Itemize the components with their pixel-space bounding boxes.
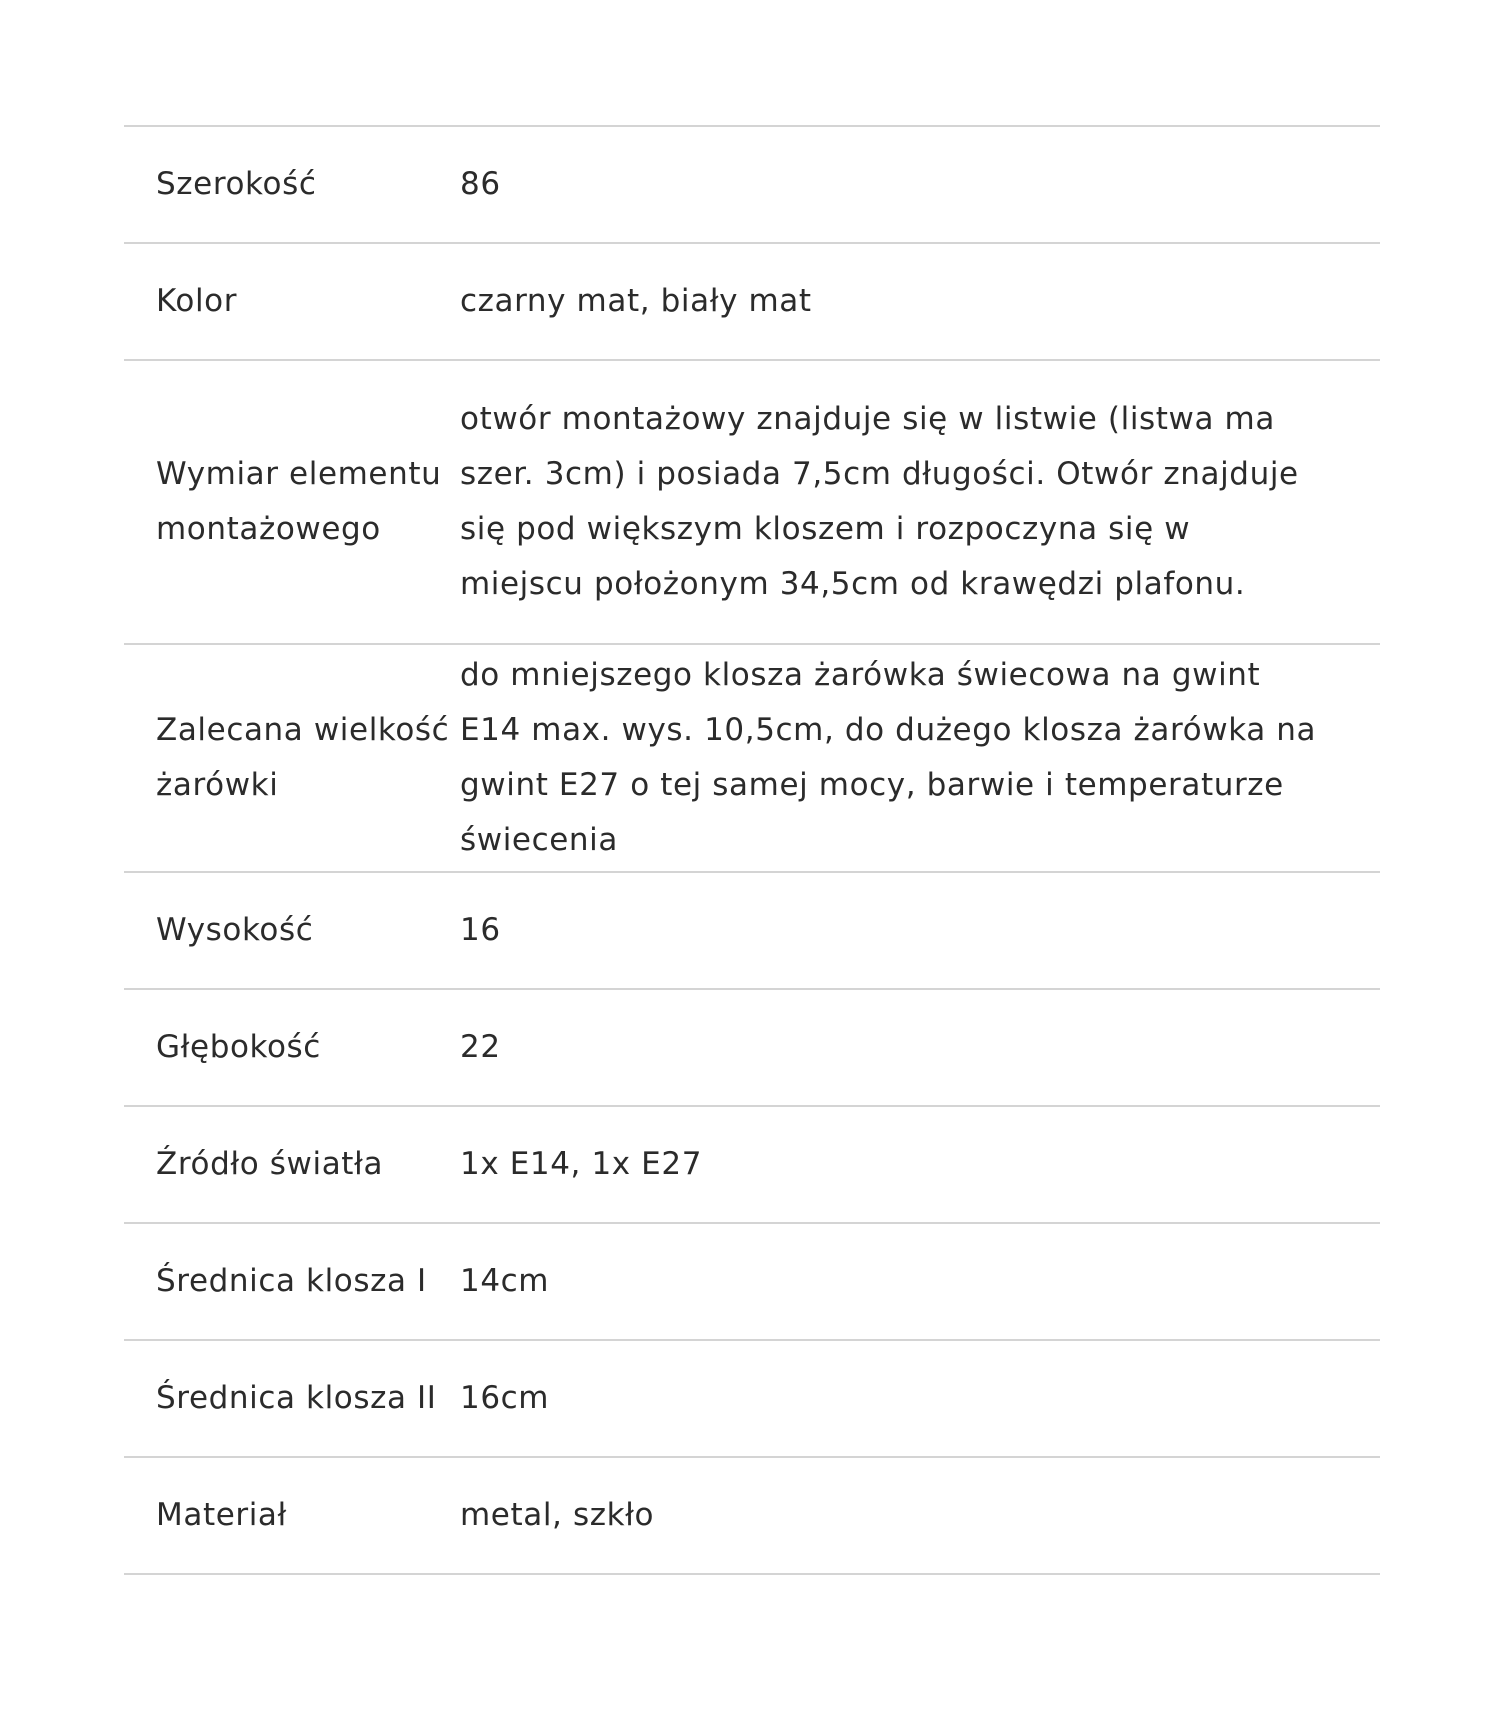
spec-value: metal, szkło: [460, 1497, 655, 1533]
spec-row-bulb-size: [124, 645, 1380, 873]
spec-row-shade-diameter-1: [124, 1224, 1380, 1341]
spec-value: 16cm: [460, 1380, 550, 1416]
spec-row-color: [124, 244, 1380, 361]
spec-row-material: [124, 1458, 1380, 1575]
spec-value: 16: [460, 912, 501, 948]
spec-label: Średnica klosza I: [156, 1263, 427, 1299]
spec-label: Źródło światła: [156, 1146, 384, 1182]
spec-label: Szerokość: [156, 166, 317, 202]
spec-label: Głębokość: [156, 1029, 321, 1065]
spec-value: 1x E14, 1x E27: [460, 1146, 703, 1182]
spec-label: Materiał: [156, 1497, 287, 1533]
spec-row-depth: [124, 990, 1380, 1107]
spec-label: Kolor: [156, 283, 238, 319]
spec-label: Średnica klosza II: [156, 1380, 437, 1416]
spec-row-width: [124, 127, 1380, 244]
spec-label: Wymiar elementu montażowego: [156, 456, 442, 547]
spec-label: Wysokość: [156, 912, 314, 948]
spec-row-mounting-element: [124, 361, 1380, 645]
spec-value: do mniejszego klosza żarówka świecowa na gwint E14 max. wys. 10,5cm, do dużego klosza żarówka na gwint E27 o tej samej mocy, barwie i temperaturze świecenia: [460, 657, 1317, 858]
spec-value: 14cm: [460, 1263, 550, 1299]
spec-label: Zalecana wielkość żarówki: [156, 712, 450, 803]
spec-value: 22: [460, 1029, 501, 1065]
spec-row-height: [124, 873, 1380, 990]
spec-row-shade-diameter-2: [124, 1341, 1380, 1458]
spec-row-light-source: [124, 1107, 1380, 1224]
product-specification-table: [124, 125, 1380, 1575]
spec-value: czarny mat, biały mat: [460, 283, 812, 319]
spec-value: 86: [460, 166, 501, 202]
spec-value: otwór montażowy znajduje się w listwie (listwa ma szer. 3cm) i posiada 7,5cm długości. Otwór znajduje się pod większym kloszem i rozpoczyna się w miejscu położonym 34,5cm od krawędzi plafonu.: [460, 401, 1299, 602]
